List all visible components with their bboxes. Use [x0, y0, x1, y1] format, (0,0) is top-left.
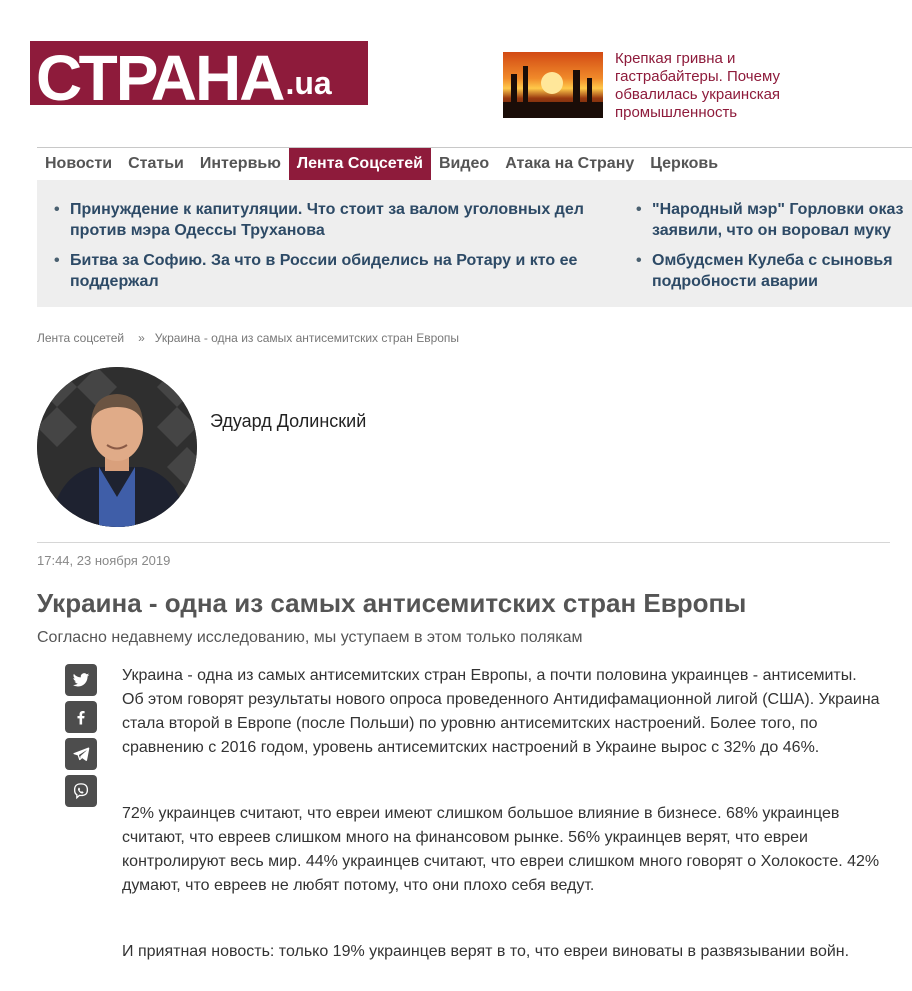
top-news-item[interactable]: • Принуждение к капитуляции. Что стоит за валом уголовных дел против мэра Одессы Труханова: [54, 201, 584, 239]
top-news-item[interactable]: • Омбудсмен Кулеба с сыновья подробности аварии: [636, 252, 893, 290]
factory-silhouette: [503, 102, 603, 118]
chimney: [587, 78, 592, 104]
nav-church[interactable]: Церковь: [650, 155, 719, 172]
article-paragraph: И приятная новость: только 19% украинцев верят в то, что евреи виноваты в развязывании войн.: [122, 943, 850, 960]
author-avatar[interactable]: [37, 367, 197, 527]
breadcrumb-current[interactable]: Украина - одна из самых антисемитских стран Европы: [154, 331, 460, 345]
telegram-icon: [72, 745, 90, 763]
article-subtitle: Согласно недавнему исследованию, мы уступаем в этом только полякам: [37, 629, 583, 646]
author-name[interactable]: Эдуард Долинский: [210, 411, 367, 431]
bullet-icon: •: [636, 201, 642, 218]
logo-main: СТРАНА: [36, 42, 284, 105]
nav-video[interactable]: Видео: [438, 155, 490, 172]
nav-attack[interactable]: Атака на Страну: [505, 155, 635, 172]
breadcrumb: [37, 331, 459, 345]
sun-shape: [541, 72, 563, 94]
article-title: Украина - одна из самых антисемитских стран Европы: [37, 588, 747, 618]
bullet-icon: •: [54, 201, 60, 218]
nav-social-feed[interactable]: Лента Соцсетей: [289, 148, 431, 180]
publish-date: 17:44, 23 ноября 2019: [37, 553, 171, 568]
chimney: [573, 70, 580, 104]
article-paragraph: 72% украинцев считают, что евреи имеют слишком большое влияние в бизнесе. 68% украинцев считают, что евреев слишком много на финансовом рынке. 56% украинцев верят, что евреи контролируют весь мир. 44% украинцев считают, что евреи слишком много говорят о Холокосте. 42% думают, что евреев не любят потому, что они плохо себя ведут.: [122, 805, 880, 894]
nav-news[interactable]: Новости: [45, 155, 113, 172]
site-logo[interactable]: [30, 41, 368, 105]
share-viber-button[interactable]: [65, 775, 97, 807]
facebook-icon: [72, 708, 90, 726]
share-telegram-button[interactable]: [65, 738, 97, 770]
chimney: [523, 66, 528, 104]
breadcrumb-separator: »: [138, 331, 145, 345]
share-twitter-button[interactable]: [65, 664, 97, 696]
bullet-icon: •: [54, 252, 60, 269]
divider: [37, 542, 890, 543]
promo-link[interactable]: Крепкая гривна и гастрабайтеры. Почему обвалилась украинская промышленность: [615, 50, 781, 121]
main-nav: [37, 147, 912, 181]
breadcrumb-section[interactable]: Лента соцсетей: [37, 331, 125, 345]
author-photo: [37, 367, 197, 527]
top-news-item[interactable]: • Битва за Софию. За что в России обиделись на Ротару и кто ее поддержал: [54, 252, 578, 290]
bullet-icon: •: [636, 252, 642, 269]
nav-interview[interactable]: Интервью: [199, 155, 281, 172]
article-paragraph: Украина - одна из самых антисемитских стран Европы, а почти половина украинцев - антисемиты. Об этом говорят результаты нового опроса проведенного Антидифамационной лигой (США). Украина стала второй в Европе (после Польши) по уровню антисемитских настроений. Более того, по сравнению с 2016 годом, уровень антисемитских настроений в Украине вырос с 32% до 46%.: [122, 667, 880, 756]
promo-thumbnail[interactable]: [503, 52, 603, 118]
twitter-icon: [72, 671, 90, 689]
chimney: [511, 74, 517, 104]
nav-articles[interactable]: Статьи: [128, 155, 184, 172]
top-news-band: [37, 180, 912, 307]
top-news-item[interactable]: • "Народный мэр" Горловки оказ заявили, что он воровал муку: [636, 201, 904, 239]
viber-icon: [72, 782, 90, 800]
logo-tld: .ua: [285, 65, 332, 101]
share-facebook-button[interactable]: [65, 701, 97, 733]
